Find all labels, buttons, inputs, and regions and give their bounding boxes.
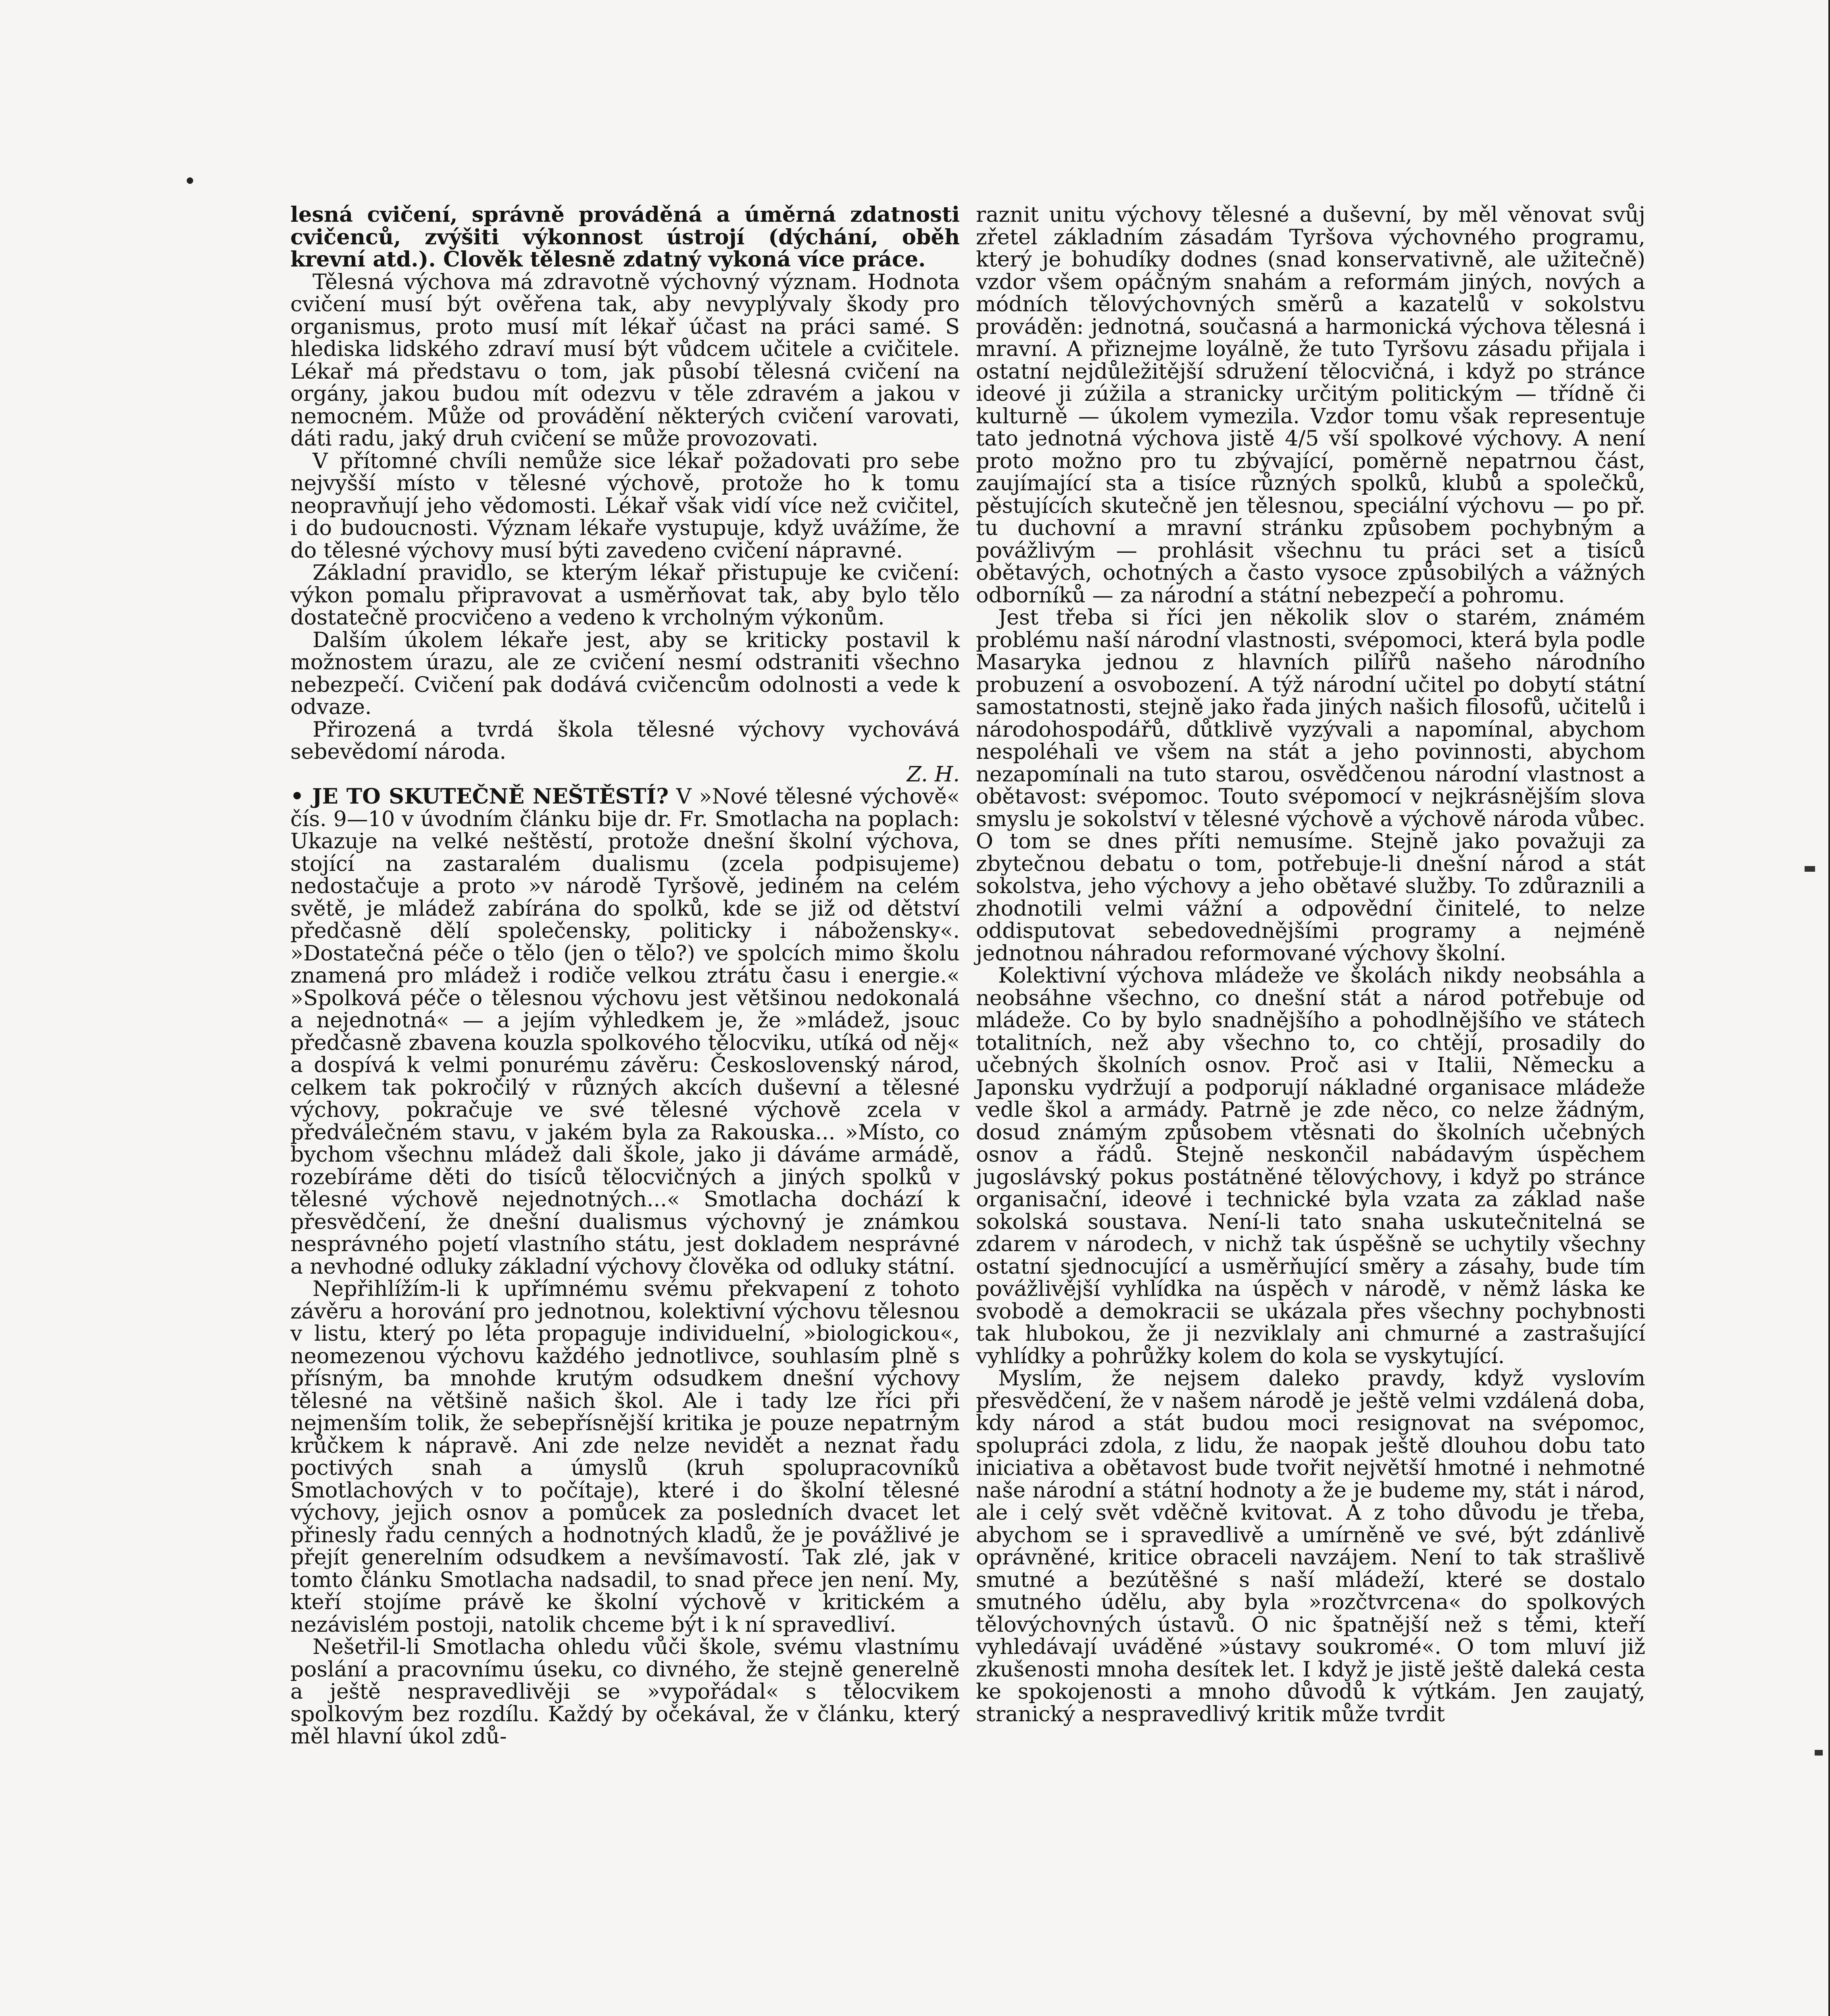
paragraph-text: Přirozená a tvrdá škola tělesné výchovy vychovává sebevědomí národa.: [290, 717, 960, 764]
paragraph: Nešetřil-li Smotlacha ohledu vůči škole, svému vlastnímu poslání a pracovnímu úseku, co divného, že stejně generelně a ještě nespravedlivěji se »vypořádal« s tělocvikem spolkovým bez rozdílu. Každý by očekával, že v článku, který měl hlavní úkol zdů-: [290, 1635, 960, 1749]
margin-mark: [1805, 866, 1815, 872]
author-signature: Z. H.: [907, 762, 960, 787]
right-column: [976, 204, 1645, 1725]
margin-mark: [1815, 1750, 1823, 1756]
page-border: [1828, 0, 1830, 2016]
margin-dot: [187, 177, 193, 184]
paragraph: Tělesná výchova má zdravotně výchovný význam. Hodnota cvičení musí být ověřena tak, aby nevyplývaly škody pro organismus, proto musí mít lékař účast na práci samé. S hlediska lidského zdraví musí být vůdcem učitele a cvičitele. Lékař má představu o tom, jak působí tělesná cvičení na orgány, jakou budou mít odezvu v těle zdravém a jakou v nemocném. Může od provádění některých cvičení varovati, dáti radu, jaký druh cvičení se může provozovati.: [290, 269, 960, 451]
article-title: • JE TO SKUTEČNĚ NEŠTĚSTÍ?: [290, 784, 669, 809]
paragraph: Dalším úkolem lékaře jest, aby se kriticky postavil k možnostem úrazu, ale ze cvičení nesmí odstraniti všechno nebezpečí. Cvičení pak dodává cvičencům odolnosti a vede k odvaze.: [290, 627, 960, 719]
paragraph: Jest třeba si říci jen několik slov o starém, známém problému naší národní vlastnosti, svépomoci, která byla podle Masaryka jednou z hlavních pilířů našeho národního probuzení a osvobození. A týž národní učitel po dobytí státní samostatnosti, stejně jako řada jiných našich filosofů, učitelů i národohospodářů, důtklivě vyzývali a napomínal, abychom nespoléhali ve všem na stát a jeho povinnosti, abychom nezapomínali na tuto starou, osvědčenou národní vlastnost a obětavost: svépomoc. Touto svépomocí v nejkrásnějším slova smyslu je sokolství v tělesné výchově a výchově národa vůbec. O tom se dnes příti nemusíme. Stejně jako považuji za zbytečnou debatu o tom, potřebuje-li dnešní národ a stát sokolstva, jeho výchovy a jeho obětavé služby. To zdůraznili a zhodnotili velmi vážní a odpovědní činitelé, to nelze oddisputovat sebedovednějšími programy a nejméně jednotnou náhradou reformované výchovy školní.: [976, 605, 1645, 966]
paragraph: lesná cvičení, správně prováděná a úměrná zdatnosti cvičenců, zvýšiti výkonnost ústrojí (dýchání, oběh krevní atd.). Člověk tělesně zdatný vykoná více práce.: [290, 202, 960, 272]
paragraph: raznit unitu výchovy tělesné a duševní, by měl věnovat svůj zřetel základním zásadám Tyršova výchovného programu, který je bohudíky dodnes (snad konservativně, ale užitečně) vzdor všem opáčným snahám a reformám jiných, nových a módních tělovýchovných směrů a kazatelů v sokolstvu prováděn: jednotná, současná a harmonická výchova tělesná i mravní. A přiznejme loyálně, že tuto Tyršovu zásadu přijala i ostatní nejdůležitější sdružení tělocvičná, i když po stránce ideové ji zúžila a stranicky určitým politickým — třídně či kulturně — úkolem vymezila. Vzdor tomu však representuje tato jednotná výchova jistě 4/5 vší spolkové výchovy. A není proto možno pro tu zbývající, poměrně nepatrnou část, zaujímající sta a tisíce různých spolků, klubů a společků, pěstujících skutečně jen tělesnou, speciální výchovu — po př. tu duchovní a mravní stránku způsobem pochybným a povážlivým — prohlásit všechnu tu práci set a tisíců obětavých, ochotných a často vysoce způsobilých a vážných odborníků — za národní a státní nebezpečí a pohromu.: [976, 202, 1645, 608]
article-paragraph: [290, 785, 960, 1278]
paragraph: Základní pravidlo, se kterým lékař přistupuje ke cvičení: výkon pomalu připravovat a usměrňovat tak, aby bylo tělo dostatečně procvičeno a vedeno k vrcholným výkonům.: [290, 560, 960, 630]
paragraph: [290, 719, 960, 786]
paragraph: Nepřihlížím-li k upřímnému svému překvapení z tohoto závěru a horování pro jednotnou, kolektivní výchovu tělesnou v listu, který po léta propaguje individuelní, »biologickou«, neomezenou výchovu každého jednotlivce, souhlasím plně s přísným, ba mnohde krutým odsudkem dnešní výchovy tělesné na většině našich škol. Ale i tady lze říci při nejmenším tolik, že sebepřísnější kritika je pouze nepatrným krůčkem k nápravě. Ani zde nelze nevidět a neznat řadu poctivých snah a úmyslů (kruh spolupracovníků Smotlachových v to počítaje), které i do školní tělesné výchovy, jejich osnov a pomůcek za posledních dvacet let přinesly řadu cenných a hodnotných kladů, že je povážlivé je přejít generelním odsudkem a nevšímavostí. Tak zlé, jak v tomto článku Smotlacha nadsadil, to snad přece jen není. My, kteří stojíme právě ke školní výchově v kritickém a nezávislém postoji, natolik chceme být i k ní spravedliví.: [290, 1277, 960, 1637]
paragraph: Kolektivní výchova mládeže ve školách nikdy neobsáhla a neobsáhne všechno, co dnešní stát a národ potřebuje od mládeže. Co by bylo snadnějšího a pohodlnějšího ve státech totalitních, než aby všechno to, co chtějí, prosadily do učebných školních osnov. Proč asi v Italii, Německu a Japonsku vydržují a podporují nákladné organisace mládeže vedle škol a armády. Patrně je zde něco, co nelze žádným, dosud známým způsobem vtěsnati do školních učebných osnov a řádů. Stejně neskončil nabádavým úspěchem jugoslávský pokus postátněné tělovýchovy, i když po stránce organisační, ideové i technické byla vzata za základ naše sokolská soustava. Není-li tato snaha uskutečnitelná se zdarem v národech, v nichž tak úspěšně se uchytily všechny ostatní sjednocující a usměrňující směry a zásahy, bude tím povážlivější vyhlídka na úspěch v národě, v němž láska ke svobodě a demokracii se ukázala přes všechny pochybnosti tak hlubokou, že ji nezviklaly ani chmurné a zastrašující vyhlídky a pohrůžky kolem do kola se vyskytující.: [976, 963, 1645, 1368]
article-body: V »Nové tělesné výchově« čís. 9—10 v úvodním článku bije dr. Fr. Smotlacha na poplach: Ukazuje na velké neštěstí, protože dnešní školní výchova, stojící na zastaralém dualismu (zcela podpisujeme) nedostačuje a proto »v národě Tyršově, jediném na celém světě, je mládež zabírána do spolků, kde se již od dětství předčasně dělí společensky, politicky i nábožensky«. »Dostatečná péče o tělo (jen o tělo?) ve spolcích mimo školu znamená pro mládež i rodiče velkou ztrátu času i energie.« »Spolková péče o tělesnou výchovu jest většinou nedokonalá a nejednotná« — a jejím výhledkem je, že »mládež, jsouc předčasně zbavena kouzla spolkového tělocviku, utíká od něj« a dospívá k velmi ponurému závěru: Československý národ, celkem tak pokročilý v různých akcích duševní a tělesné výchovy, pokračuje ve své tělesné výchově zcela v předválečném stavu, v jakém byla za Rakouska... »Místo, co bychom všechnu mládež dali škole, jako ji dáváme armádě, rozebíráme děti do tisíců tělocvičných a jiných spolků v tělesné výchově nejednotných...« Smotlacha dochází k přesvědčení, že dnešní dualismus výchovný je známkou nesprávného pojetí vlastního státu, jest dokladem nesprávné a nevhodné odluky základní výchovy člověka od odluky státní.: [290, 784, 960, 1279]
left-column: [290, 204, 960, 1748]
paragraph: V přítomné chvíli nemůže sice lékař požadovati pro sebe nejvyšší místo v tělesné výchově, protože ho k tomu neopravňují jeho vědomosti. Lékař však vidí více než cvičitel, i do budoucnosti. Význam lékaře vystupuje, když uvážíme, že do tělesné výchovy musí býti zavedeno cvičení nápravné.: [290, 448, 960, 563]
paragraph: Myslím, že nejsem daleko pravdy, když vyslovím přesvědčení, že v našem národě je ještě velmi vzdálená doba, kdy národ a stát budou moci resignovat na svépomoc, spolupráci zdola, z lidu, že naopak ještě dlouhou dobu tato iniciativa a obětavost bude tvořit největší hmotné i nehmotné naše národní a státní hodnoty a že je budeme my, stát i národ, ale i celý svět vděčně kvitovat. A z toho důvodu je třeba, abychom se i spravedlivě a umírněně ve své, být zdánlivě oprávněné, kritice obraceli navzájem. Není to tak strašlivě smutné a bezútěšné s naší mládeží, které se dostalo smutného údělu, aby byla »rozčtvrcena« do spolkových tělovýchovných ústavů. O nic špatnější než s těmi, kteří vyhledávají uváděné »ústavy soukromé«. O tom mluví již zkušenosti mnoha desítek let. I když je jistě ještě daleká cesta ke spokojenosti a mnoho důvodů k výtkám. Jen zaujatý, stranický a nespravedlivý kritik může tvrdit: [976, 1366, 1645, 1727]
